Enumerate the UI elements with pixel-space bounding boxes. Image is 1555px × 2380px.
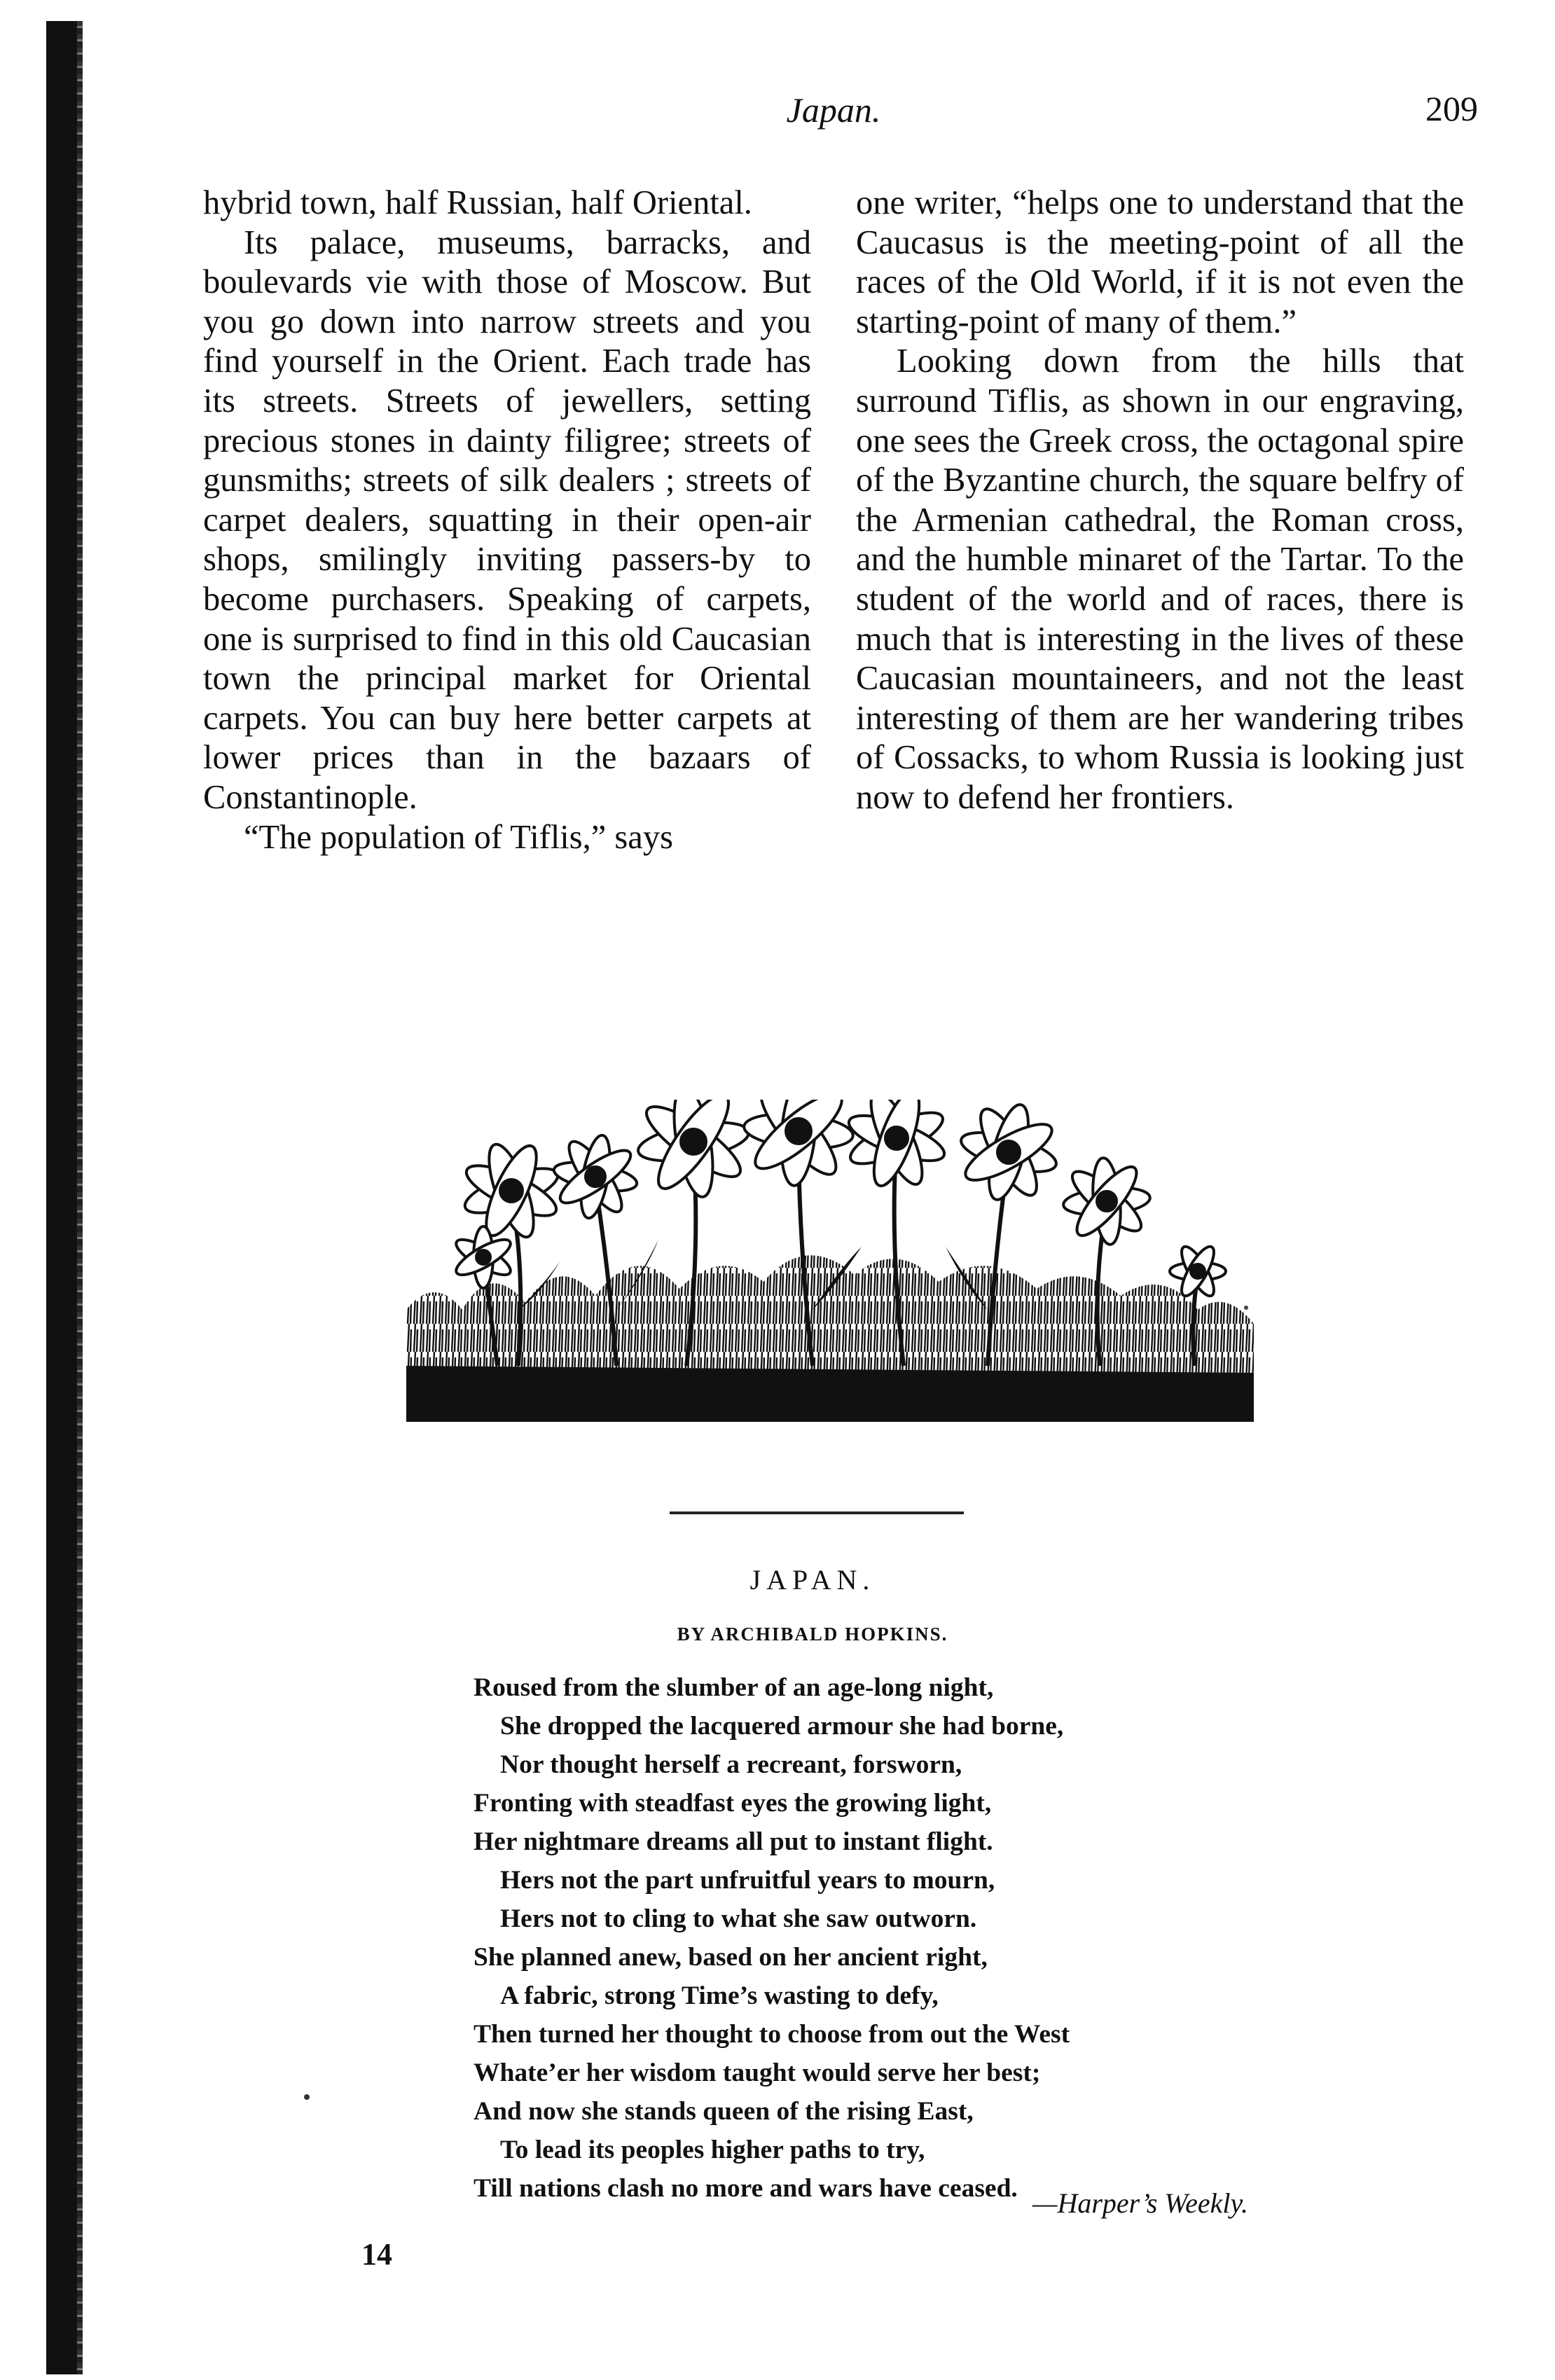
poem-line: She planned anew, based on her ancient right, xyxy=(474,1943,988,1972)
poem-title: JAPAN. xyxy=(749,1564,876,1596)
section-rule xyxy=(670,1511,964,1514)
binding-edge xyxy=(46,21,78,2374)
poem-attribution: —Harper’s Weekly. xyxy=(1032,2187,1248,2219)
poem-line: Fronting with steadfast eyes the growing light, xyxy=(474,1789,992,1818)
stray-mark xyxy=(1244,1306,1248,1310)
paragraph: one writer, “helps one to understand that the Caucasus is the meeting-point of all the races of the Old World, if it is not even the starting-point of many of them.” xyxy=(856,184,1464,340)
poem-line: Whate’er her wisdom taught would serve her best; xyxy=(474,2059,1041,2087)
poem-line: Then turned her thought to choose from out the West xyxy=(474,2020,1070,2049)
poem-line: And now she stands queen of the rising East, xyxy=(474,2097,974,2126)
poem-line: Roused from the slumber of an age-long night, xyxy=(474,1673,994,1702)
paragraph: hybrid town, half Russian, half Oriental. xyxy=(203,184,752,221)
flower-vignette-illustration xyxy=(406,1100,1254,1422)
poem-line: Hers not to cling to what she saw outworn. xyxy=(500,1904,977,1933)
poem-line: She dropped the lacquered armour she had borne, xyxy=(500,1712,1064,1741)
paragraph: “The population of Tiflis,” says xyxy=(244,818,673,856)
poem-byline: BY ARCHIBALD HOPKINS. xyxy=(677,1624,948,1645)
stray-mark xyxy=(304,2094,310,2100)
page-number: 209 xyxy=(1425,89,1478,128)
paragraph: Looking down from the hills that surround Tiflis, as shown in our engraving, one sees the Greek cross, the octagonal spire of the Byzantine church, the square belfry of the Armenian cathedral, the Roman cross, and the humble minaret of the Tartar. To the student of the world and of races, there is much that is interesting in the lives of these Caucasian mountaineers, and not the least interesting of them are her wandering tribes of Cossacks, to whom Russia is looking just now to defend her frontiers. xyxy=(856,343,1464,816)
poem-line: Till nations clash no more and wars have ceased. xyxy=(474,2174,1018,2203)
poem-line: To lead its peoples higher paths to try, xyxy=(500,2136,925,2164)
poem-line: A fabric, strong Time’s wasting to defy, xyxy=(500,1981,939,2010)
poem-line: Hers not the part unfruitful years to mourn, xyxy=(500,1866,995,1895)
running-head: Japan. xyxy=(786,90,881,130)
poem-body xyxy=(474,1668,1286,2208)
paragraph: Its palace, museums, barracks, and boulevards vie with those of Moscow. But you go down into narrow streets and you find yourself in the Orient. Each trade has its streets. Streets of jewellers, setting precious stones in dainty filigree; streets of gunsmiths; streets of silk dealers ; streets of carpet dealers, squatting in their open-air shops, smilingly inviting passers-by to become purchasers. Speaking of carpets, one is surprised to find in this old Caucasian town the principal market for Oriental carpets. You can buy here better carpets at lower prices than in the bazaars of Constantinople. xyxy=(203,223,811,816)
signature-mark: 14 xyxy=(361,2237,392,2271)
poem-line: Her nightmare dreams all put to instant flight. xyxy=(474,1827,993,1856)
poem-line: Nor thought herself a recreant, forsworn, xyxy=(500,1750,962,1779)
left-column xyxy=(203,184,811,857)
right-column xyxy=(856,184,1464,818)
